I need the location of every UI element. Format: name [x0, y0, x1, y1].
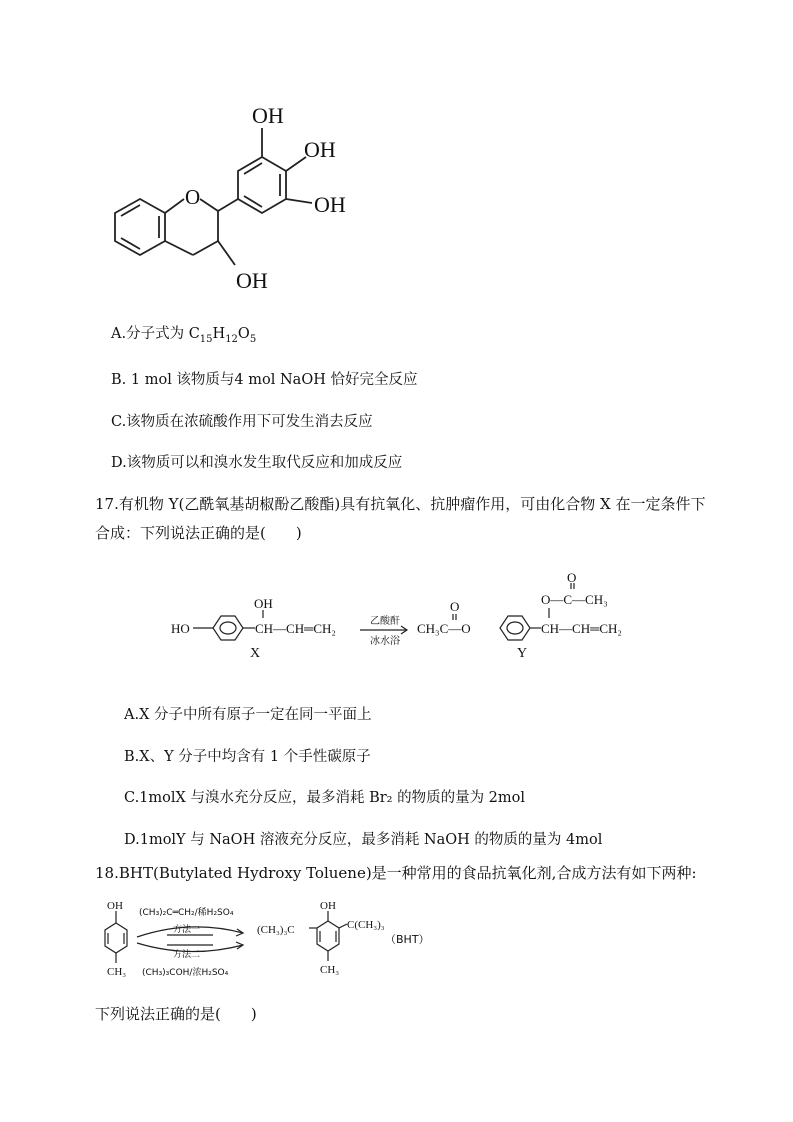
product-ch3-label: CH₃: [320, 964, 340, 976]
reagent-bottom-label: 冰水浴: [370, 636, 400, 647]
bht-label: （BHT）: [385, 933, 430, 946]
q17-option-a: A.X 分子中所有原子一定在同一平面上: [124, 707, 372, 723]
oh-label-top: OH: [252, 103, 284, 128]
y-top-chain-label: O—C—CH₃: [541, 592, 608, 607]
reactant-ch3-label: CH₃: [107, 966, 127, 978]
reaction-scheme-q17: [165, 570, 655, 680]
molecule-structure-q16: [100, 95, 370, 295]
q17-option-d: D.1molY 与 NaOH 溶液充分反应，最多消耗 NaOH 的物质的量为 4mol: [124, 832, 603, 848]
x-compound-label: X: [250, 646, 261, 661]
product-right-tbu-label: C(CH₃)₃: [347, 919, 385, 931]
oh-label-right: OH: [314, 192, 346, 217]
q17-option-c: C.1molX 与溴水充分反应，最多消耗 Br₂ 的物质的量为 2mol: [124, 790, 526, 806]
q17-stem-line1: 17.有机物 Y(乙酰氧基胡椒酚乙酸酯)具有抗氧化、抗肿瘤作用，可由化合物 X 在一定条件下: [95, 495, 706, 513]
x-chain-label: CH—CH═CH₂: [255, 621, 336, 636]
product-oh-label: OH: [320, 900, 336, 912]
ring-oxygen-label: O: [185, 185, 201, 209]
y-chain-label: CH—CH═CH₂: [541, 621, 622, 636]
q18-question: 下列说法正确的是( ): [95, 1005, 257, 1023]
method2-reagent-label: (CH₃)₃COH/浓H₂SO₄: [142, 968, 229, 978]
y-top-o-label: O: [567, 570, 577, 585]
y-acetyl-label: CH₃C—O: [417, 621, 471, 636]
reactant-oh-label: OH: [107, 900, 123, 912]
q18-stem: 18.BHT(Butylated Hydroxy Toluene)是一种常用的食品抗氧化剂,合成方法有如下两种:: [95, 864, 697, 882]
x-ho-label: HO: [171, 621, 190, 636]
q16-option-b: B. 1 mol 该物质与4 mol NaOH 恰好完全反应: [111, 372, 418, 388]
q16-option-c: C.该物质在浓硫酸作用下可发生消去反应: [111, 414, 373, 430]
q17-option-b: B.X、Y 分子中均含有 1 个手性碳原子: [124, 749, 371, 765]
x-oh-label: OH: [254, 596, 273, 611]
reagent-top-label: 乙酸酐: [370, 616, 400, 627]
product-left-tbu-label: (CH₃)₃C: [257, 924, 295, 936]
method1-label: 方法一: [173, 925, 201, 935]
q16-option-d: D.该物质可以和溴水发生取代反应和加成反应: [111, 455, 403, 471]
y-compound-label: Y: [517, 646, 528, 661]
q16-option-a: A.分子式为 $C_{15}H_{12}O_5$: [111, 326, 257, 345]
oh-label-bottom: OH: [236, 268, 268, 293]
y-carbonyl-o-label: O: [450, 599, 460, 614]
q17-stem-line2: 合成：下列说法正确的是( ): [95, 524, 302, 542]
oh-label-mid: OH: [304, 137, 336, 162]
reaction-scheme-q18: [95, 897, 455, 992]
method1-reagent-label: (CH₃)₂C═CH₂/稀H₂SO₄: [139, 908, 234, 918]
method2-label: 方法二: [173, 950, 201, 960]
